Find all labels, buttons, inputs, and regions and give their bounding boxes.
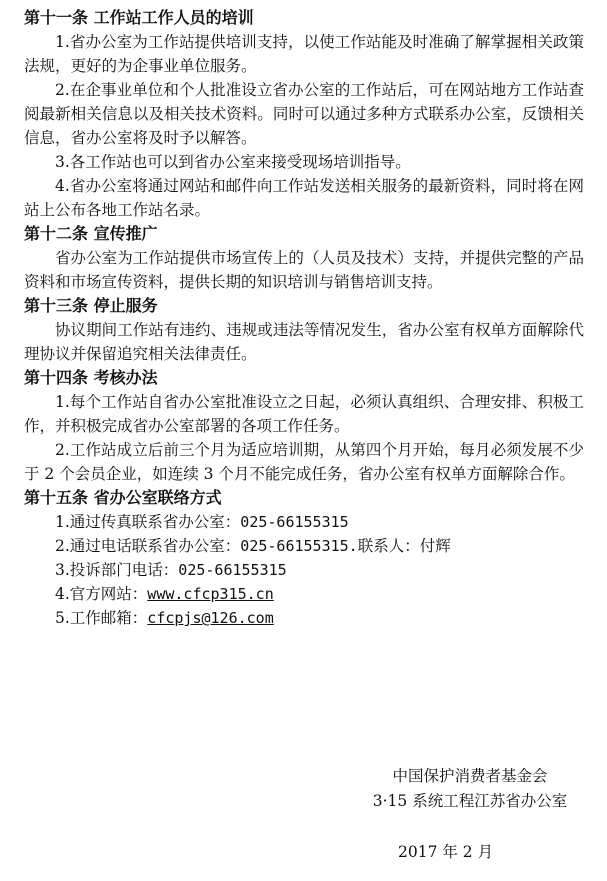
contact-website	[24, 582, 584, 606]
article-12-text: 省办公室为工作站提供市场宣传上的（人员及技术）支持，并提供完整的产品资料和市场宣传资料，提供长期的知识培训与销售培训支持。	[24, 249, 584, 291]
contact-complaint-label: 3.投诉部门电话：	[55, 561, 179, 579]
contact-fax-value: 025-66155315	[240, 513, 349, 531]
contact-complaint	[24, 558, 584, 582]
article-13-heading: 第十三条 停止服务	[24, 296, 158, 315]
signature-org-line-1: 中国保护消费者基金会	[392, 767, 548, 785]
article-11-item-4: 4.省办公室将通过网站和邮件向工作站发送相关服务的最新资料，同时将在网站上公布各地工作站名录。	[24, 177, 584, 219]
contact-phone-value: 025-66155315.	[240, 537, 358, 555]
contact-email-label: 5.工作邮箱：	[55, 609, 148, 627]
contact-phone-label: 2.通过电话联系省办公室：	[55, 537, 241, 555]
article-11-heading: 第十一条 工作站工作人员的培训	[24, 8, 254, 27]
signature-organization	[340, 764, 600, 814]
signature-org-line-2: 3·15 系统工程江苏省办公室	[372, 792, 568, 810]
article-14-heading: 第十四条 考核办法	[24, 368, 158, 387]
article-11-item-3: 3.各工作站也可以到省办公室来接受现场培训指导。	[55, 153, 411, 171]
contact-email	[24, 606, 584, 630]
article-11-item-2: 2.在企事业单位和个人批准设立省办公室的工作站后，可在网站地方工作站查阅最新相关信息以及相关技术资料。同时可以通过多种方式联系办公室，反馈相关信息，省办公室将及时予以解答。	[24, 81, 584, 147]
contact-person: 联系人：付辉	[357, 537, 451, 555]
contact-website-label: 4.官方网站：	[55, 585, 148, 603]
article-11-item-1: 1.省办公室为工作站提供培训支持，以使工作站能及时准确了解掌握相关政策法规，更好的为企事业单位服务。	[24, 33, 584, 75]
email-link[interactable]: cfcpjs@126.com	[147, 609, 274, 627]
contact-phone	[24, 534, 584, 558]
article-14-item-1: 1.每个工作站自省办公室批准设立之日起，必须认真组织、合理安排、积极工作，并积极完成省办公室部署的各项工作任务。	[24, 393, 584, 435]
document-body	[24, 6, 584, 630]
article-13-text: 协议期间工作站有违约、违规或违法等情况发生，省办公室有权单方面解除代理协议并保留追究相关法律责任。	[24, 321, 584, 363]
contact-fax	[24, 510, 584, 534]
website-link[interactable]: www.cfcp315.cn	[147, 585, 274, 603]
contact-fax-label: 1.通过传真联系省办公室：	[55, 513, 241, 531]
article-15-heading: 第十五条 省办公室联络方式	[24, 488, 222, 507]
article-12-heading: 第十二条 宣传推广	[24, 224, 158, 243]
contact-complaint-value: 025-66155315	[178, 561, 287, 579]
signature-date: 2017 年 2 月	[398, 843, 494, 861]
article-14-item-2: 2.工作站成立后前三个月为适应培训期，从第四个月开始，每月必须发展不少于 2 个会员企业，如连续 3 个月不能完成任务，省办公室有权单方面解除合作。	[24, 441, 584, 483]
